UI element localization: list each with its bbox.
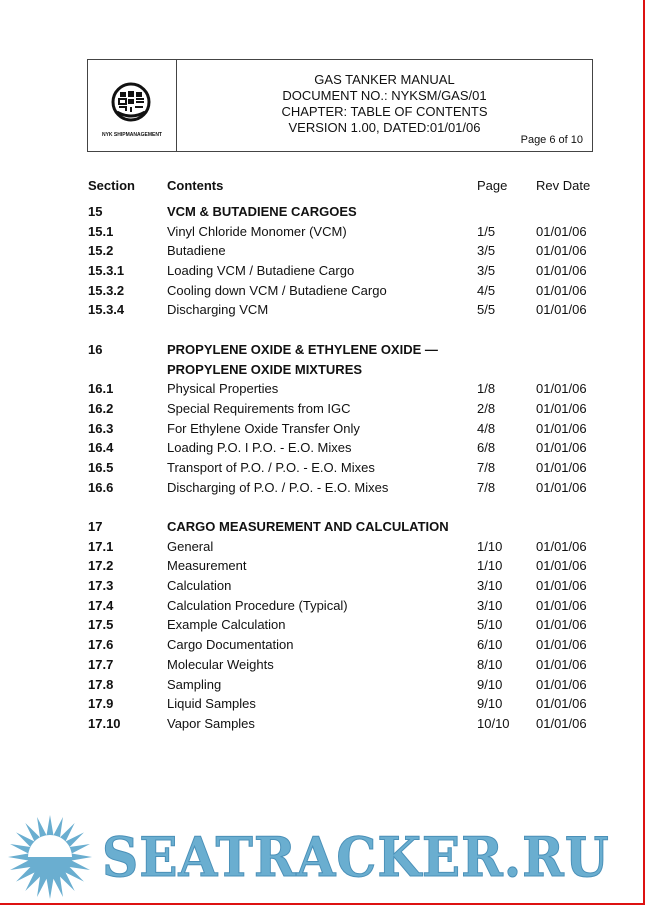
document-header — [87, 59, 593, 152]
entry-contents: Calculation — [167, 578, 232, 594]
section-heading-row[interactable] — [0, 517, 645, 537]
entry-contents: Liquid Samples — [167, 696, 256, 712]
toc-entry[interactable] — [0, 537, 645, 557]
entry-section: 16.6 — [88, 479, 114, 495]
entry-contents: Loading P.O. I P.O. - E.O. Mixes — [167, 440, 352, 456]
entry-contents: For Ethylene Oxide Transfer Only — [167, 420, 360, 436]
entry-page: 7/8 — [477, 459, 496, 475]
entry-section: 15.3.2 — [88, 282, 125, 298]
entry-page: 5/5 — [477, 302, 496, 318]
toc-entry[interactable] — [0, 615, 645, 635]
toc-entry[interactable] — [0, 261, 645, 281]
entry-section: 16.1 — [88, 381, 114, 397]
entry-section: 17.10 — [88, 715, 121, 731]
toc-entry[interactable] — [0, 675, 645, 695]
entry-page: 2/8 — [477, 400, 496, 416]
toc-entry[interactable] — [0, 556, 645, 576]
entry-rev-date: 01/01/06 — [536, 459, 587, 475]
col-header-rev-date: Rev Date — [536, 178, 591, 193]
entry-section: 17.8 — [88, 676, 114, 692]
entry-section: 17.5 — [88, 617, 114, 633]
toc-entry[interactable] — [0, 419, 645, 439]
entry-contents: Transport of P.O. / P.O. - E.O. Mixes — [167, 459, 375, 475]
col-header-page: Page — [477, 178, 508, 193]
toc-entry[interactable] — [0, 714, 645, 734]
toc-entry[interactable] — [0, 241, 645, 261]
entry-page: 8/10 — [477, 656, 503, 672]
entry-rev-date: 01/01/06 — [536, 538, 587, 554]
entry-rev-date: 01/01/06 — [536, 302, 587, 318]
entry-contents: Loading VCM / Butadiene Cargo — [167, 263, 355, 279]
entry-page: 1/10 — [477, 558, 503, 574]
entry-contents: Vinyl Chloride Monomer (VCM) — [167, 223, 347, 239]
entry-rev-date: 01/01/06 — [536, 223, 587, 239]
entry-section: 17.4 — [88, 597, 114, 613]
version-date: VERSION 1.00, DATED:01/01/06 — [288, 120, 481, 135]
entry-rev-date: 01/01/06 — [536, 420, 587, 436]
entry-section: 16.5 — [88, 459, 114, 475]
entry-section: 17.3 — [88, 578, 114, 594]
entry-contents: Discharging VCM — [167, 302, 269, 318]
section-heading-row[interactable] — [0, 340, 645, 360]
toc-entry[interactable] — [0, 379, 645, 399]
entry-contents: Special Requirements from IGC — [167, 400, 351, 416]
entry-page: 7/8 — [477, 479, 496, 495]
page-number: Page 6 of 10 — [520, 134, 583, 146]
toc-entry[interactable] — [0, 635, 645, 655]
section-title: CARGO MEASUREMENT AND CALCULATION — [167, 519, 449, 534]
watermark-text: SEATRACKER.RU — [102, 825, 610, 889]
entry-contents: Vapor Samples — [167, 715, 255, 731]
document-number: DOCUMENT NO.: NYKSM/GAS/01 — [282, 88, 487, 103]
logo-text: NYK SHIPMANAGEMENT — [101, 132, 162, 138]
entry-section: 15.3.4 — [88, 302, 125, 318]
entry-contents: Discharging of P.O. / P.O. - E.O. Mixes — [167, 479, 389, 495]
entry-page: 3/10 — [477, 578, 503, 594]
entry-section: 15.3.1 — [88, 263, 125, 279]
entry-section: 16.4 — [88, 440, 114, 456]
section-number: 17 — [88, 519, 103, 534]
entry-page: 10/10 — [477, 715, 510, 731]
entry-page: 1/8 — [477, 381, 496, 397]
entry-contents: General — [167, 538, 214, 554]
spacer — [0, 320, 645, 340]
section-title: PROPYLENE OXIDE MIXTURES — [167, 361, 363, 377]
entry-contents: Cooling down VCM / Butadiene Cargo — [167, 282, 387, 298]
toc-entry[interactable] — [0, 596, 645, 616]
entry-page: 3/5 — [477, 263, 496, 279]
manual-title: GAS TANKER MANUAL — [314, 72, 455, 87]
entry-rev-date: 01/01/06 — [536, 656, 587, 672]
entry-rev-date: 01/01/06 — [536, 597, 587, 613]
globe-logo-icon — [111, 82, 151, 122]
entry-rev-date: 01/01/06 — [536, 578, 587, 594]
header-titles — [177, 72, 592, 136]
entry-page: 1/10 — [477, 538, 503, 554]
entry-contents: Calculation Procedure (Typical) — [167, 597, 348, 613]
section-title: PROPYLENE OXIDE & ETHYLENE OXIDE — — [167, 341, 438, 357]
entry-rev-date: 01/01/06 — [536, 558, 587, 574]
entry-rev-date: 01/01/06 — [536, 263, 587, 279]
entry-rev-date: 01/01/06 — [536, 617, 587, 633]
entry-page: 6/8 — [477, 440, 496, 456]
col-header-section: Section — [88, 178, 135, 193]
chapter-title: CHAPTER: TABLE OF CONTENTS — [281, 104, 488, 119]
toc-entry[interactable] — [0, 399, 645, 419]
entry-section: 15.2 — [88, 243, 114, 259]
section-heading-row[interactable] — [0, 202, 645, 222]
section-number: 15 — [88, 204, 103, 219]
toc-entry[interactable] — [0, 478, 645, 498]
col-header-contents: Contents — [167, 178, 224, 193]
entry-page: 9/10 — [477, 696, 503, 712]
entry-contents: Butadiene — [167, 243, 226, 259]
toc-entry[interactable] — [0, 576, 645, 596]
entry-contents: Sampling — [167, 676, 222, 692]
entry-rev-date: 01/01/06 — [536, 243, 587, 259]
entry-section: 17.6 — [88, 637, 114, 653]
entry-page: 1/5 — [477, 223, 496, 239]
entry-rev-date: 01/01/06 — [536, 479, 587, 495]
entry-rev-date: 01/01/06 — [536, 400, 587, 416]
entry-section: 17.2 — [88, 558, 114, 574]
entry-contents: Example Calculation — [167, 617, 286, 633]
toc-entry[interactable] — [0, 458, 645, 478]
entry-page: 9/10 — [477, 676, 503, 692]
section-title: VCM & BUTADIENE CARGOES — [167, 204, 357, 219]
toc-entry[interactable] — [0, 281, 645, 301]
entry-page: 3/5 — [477, 243, 496, 259]
entry-page: 4/8 — [477, 420, 496, 436]
entry-section: 17.7 — [88, 656, 114, 672]
entry-page: 3/10 — [477, 597, 503, 613]
entry-rev-date: 01/01/06 — [536, 282, 587, 298]
toc-entry[interactable] — [0, 300, 645, 320]
entry-rev-date: 01/01/06 — [536, 715, 587, 731]
entry-section: 17.1 — [88, 538, 114, 554]
entry-rev-date: 01/01/06 — [536, 381, 587, 397]
section-number: 16 — [88, 341, 103, 357]
entry-section: 15.1 — [88, 223, 114, 239]
entry-rev-date: 01/01/06 — [536, 440, 587, 456]
entry-rev-date: 01/01/06 — [536, 637, 587, 653]
entry-contents: Molecular Weights — [167, 656, 274, 672]
spacer — [0, 497, 645, 517]
entry-contents: Measurement — [167, 558, 247, 574]
entry-page: 4/5 — [477, 282, 496, 298]
entry-contents: Cargo Documentation — [167, 637, 294, 653]
toc-entry[interactable] — [0, 222, 645, 242]
entry-section: 17.9 — [88, 696, 114, 712]
entry-page: 5/10 — [477, 617, 503, 633]
entry-page: 6/10 — [477, 637, 503, 653]
toc-entry[interactable] — [0, 438, 645, 458]
company-logo — [88, 60, 177, 151]
entry-rev-date: 01/01/06 — [536, 696, 587, 712]
table-of-contents — [0, 176, 645, 734]
entry-section: 16.3 — [88, 420, 114, 436]
toc-entry[interactable] — [0, 655, 645, 675]
entry-section: 16.2 — [88, 400, 114, 416]
entry-contents: Physical Properties — [167, 381, 279, 397]
section-heading-row[interactable] — [0, 360, 645, 380]
toc-entry[interactable] — [0, 694, 645, 714]
entry-rev-date: 01/01/06 — [536, 676, 587, 692]
toc-header-row — [0, 176, 645, 197]
